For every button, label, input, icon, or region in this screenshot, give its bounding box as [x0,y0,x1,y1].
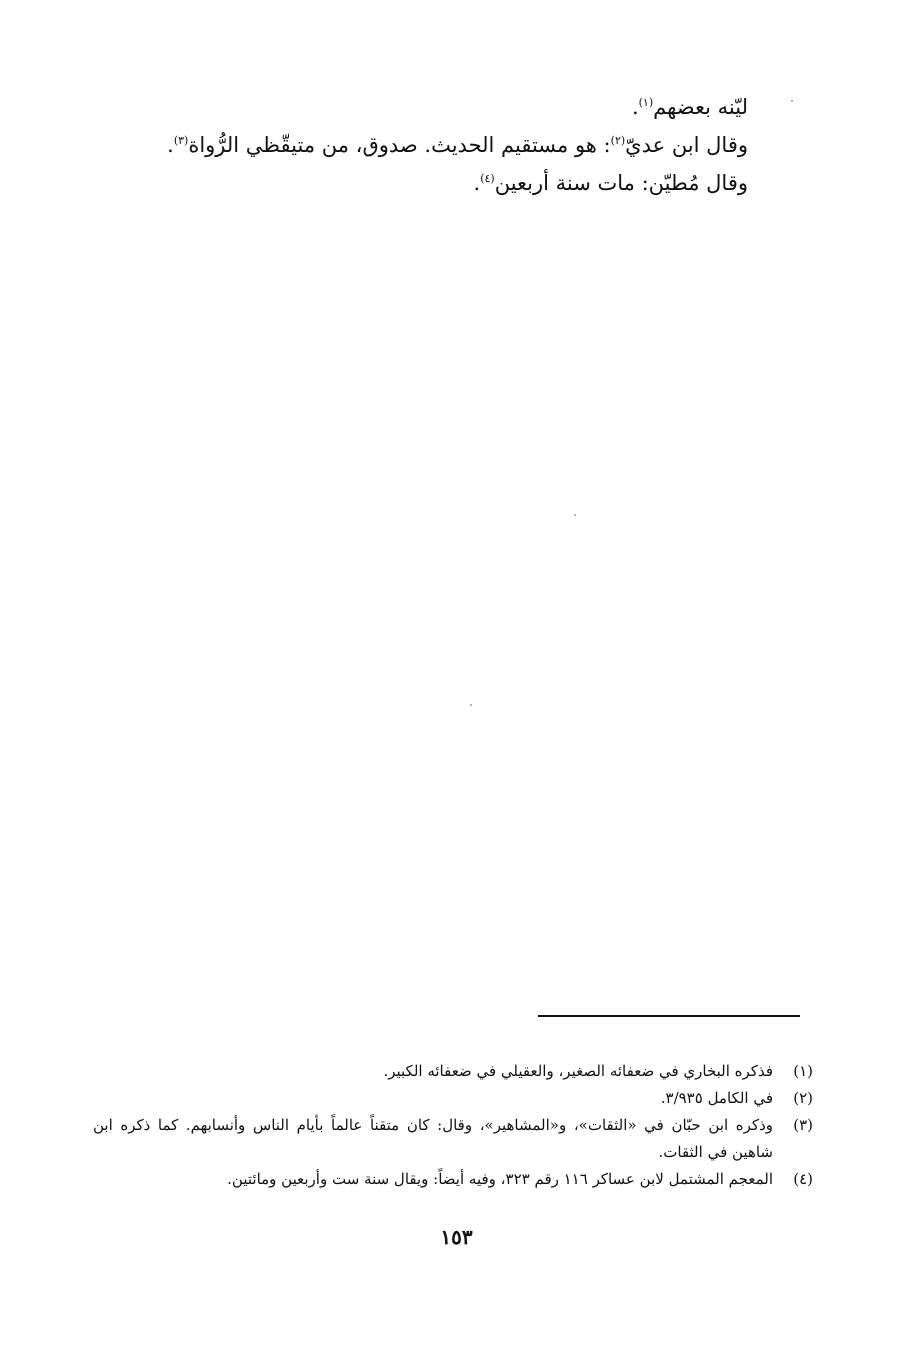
text-line-1: ليّنه بعضهم$^{(١)}$. [631,95,748,119]
footnote-text: المعجم المشتمل لابن عساكر ١١٦ رقم ٣٢٣، وفيه أيضاً: ويقال سنة ست وأربعين ومائتين. [227,1170,773,1188]
footnote-ref-4[interactable]: (٤) [480,172,495,185]
footnote-text: في الكامل ٣/٩٣٥. [660,1089,773,1107]
footnote-3 [93,1112,813,1166]
footnote-number: (٣) [793,1116,813,1134]
footnote-1 [93,1058,813,1085]
footnotes [93,1058,813,1193]
scan-speck [791,100,793,102]
footnote-text: فذكره البخاري في ضعفائه الصغير، والعقيلي في ضعفائه الكبير. [383,1062,773,1080]
footnote-number: (٢) [793,1089,813,1107]
footnote-ref-3[interactable]: (٣) [173,134,189,147]
page-number: ١٥٣ [440,1225,473,1249]
footnote-number: (١) [793,1062,813,1080]
scan-speck [574,514,576,516]
footnote-4 [93,1166,813,1193]
footnote-2 [93,1085,813,1112]
footnote-number: (٤) [793,1170,813,1188]
footnote-separator [538,1015,800,1017]
footnote-ref-2[interactable]: (٢) [610,134,626,147]
footnote-text: وذكره ابن حبّان في «الثقات»، و«المشاهير»، وقال: كان متقناً عالماً بأيام الناس وأنسابهم. كما ذكره ابن شاهين في الثقات. [93,1116,773,1161]
text-line-3: وقال مُطيّن: مات سنة أربعين$^{(٤)}$. [473,171,748,195]
main-text [108,88,748,202]
text-line-2: وقال ابن عديّ$^{(٢)}$: هو مستقيم الحديث. صدوق، من متيقّظي الرُّواة$^{(٣)}$. [167,133,748,157]
scan-speck [470,704,472,706]
footnote-ref-1[interactable]: (١) [638,96,654,109]
